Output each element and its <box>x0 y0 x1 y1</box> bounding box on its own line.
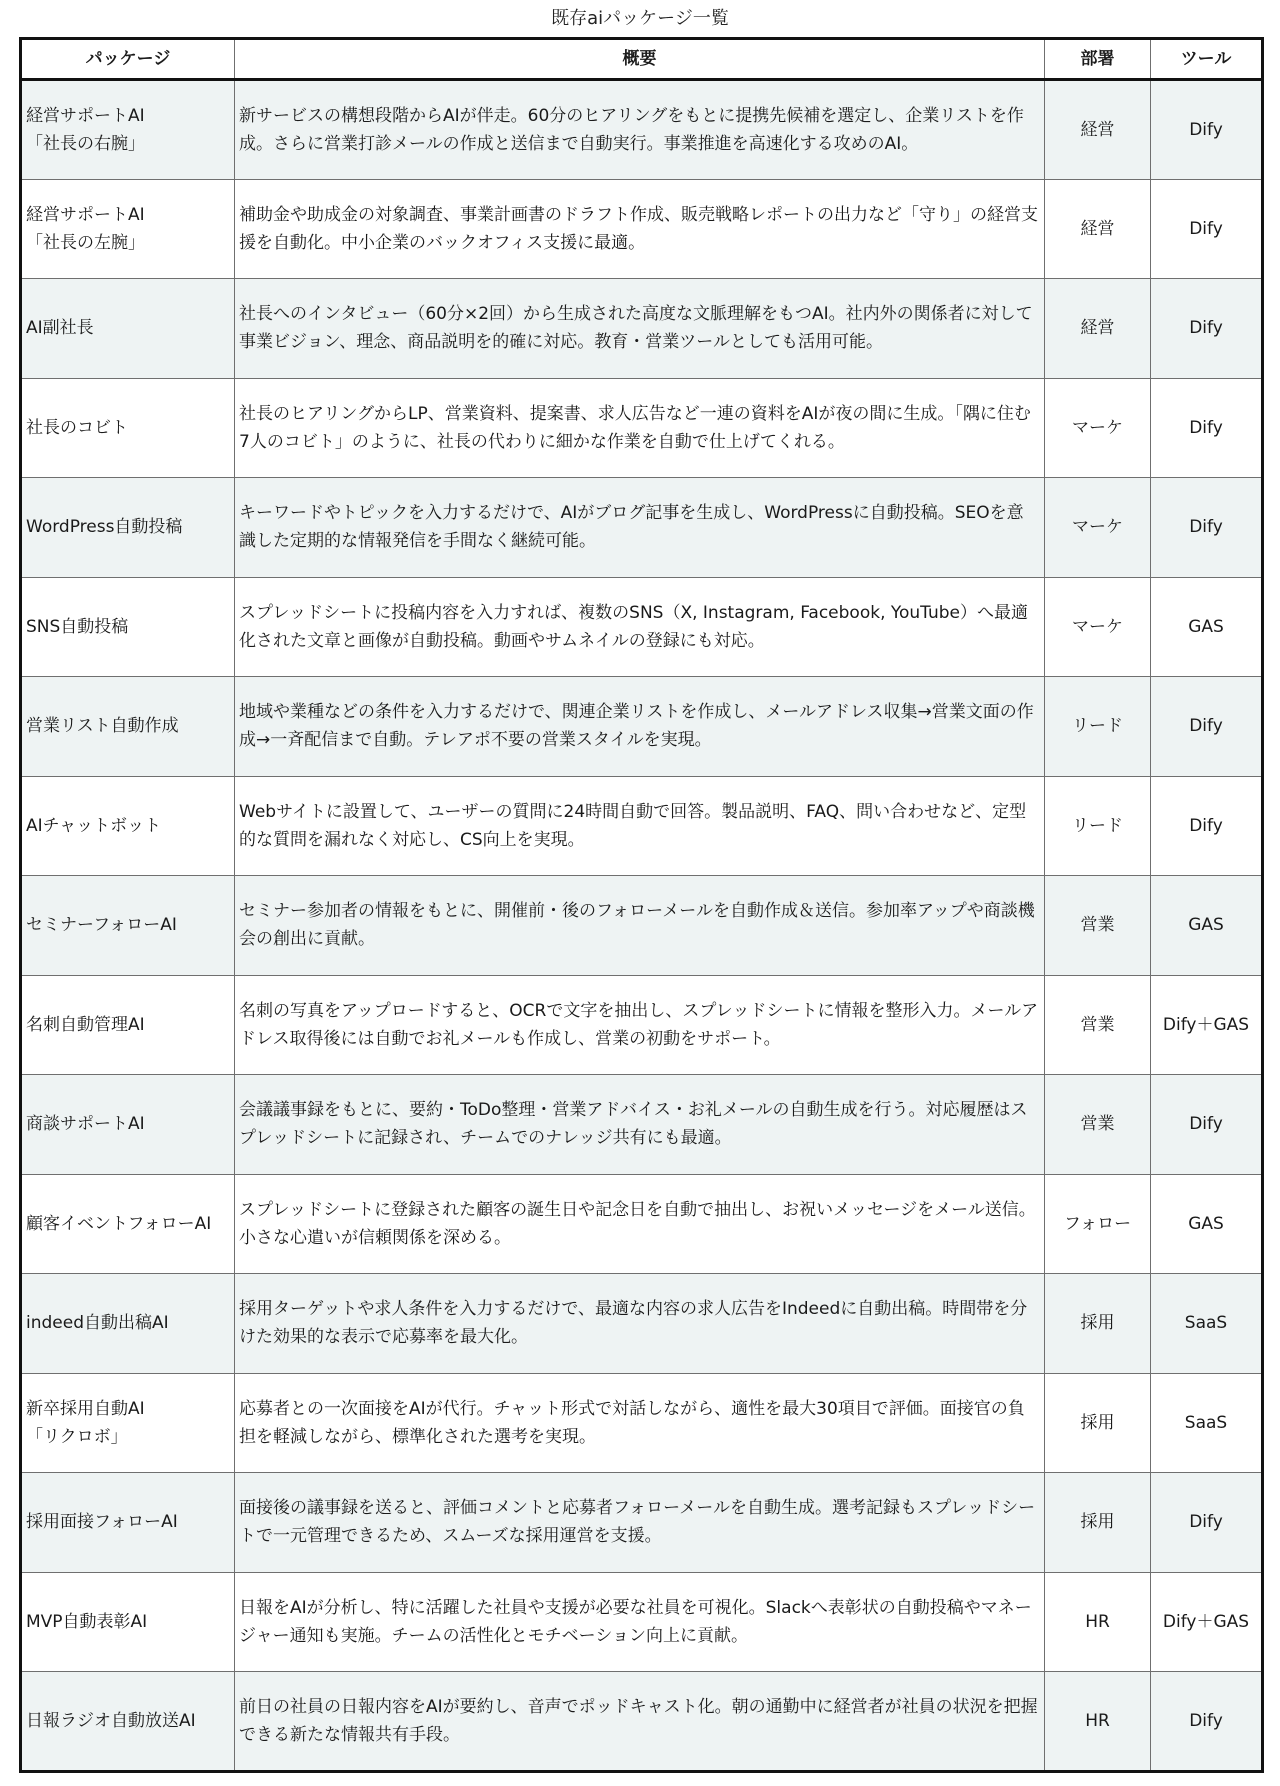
package-department: HR <box>1045 1672 1151 1772</box>
table-row <box>21 876 1263 976</box>
package-summary: 社長のヒアリングからLP、営業資料、提案書、求人広告など一連の資料をAIが夜の間に生成。「隅に住む7人のコビト」のように、社長の代わりに細かな作業を自動で仕上げてくれる。 <box>235 378 1045 478</box>
package-name: 商談サポートAI <box>21 1075 235 1175</box>
package-department: 経営 <box>1045 80 1151 180</box>
package-summary: 会議議事録をもとに、要約・ToDo整理・営業アドバイス・お礼メールの自動生成を行う。対応履歴はスプレッドシートに記録され、チームでのナレッジ共有にも最適。 <box>235 1075 1045 1175</box>
table-header <box>21 39 1263 80</box>
package-department: HR <box>1045 1572 1151 1672</box>
table-row <box>21 279 1263 379</box>
package-summary: Webサイトに設置して、ユーザーの質問に24時間自動で回答。製品説明、FAQ、問い合わせなど、定型的な質問を漏れなく対応し、CS向上を実現。 <box>235 776 1045 876</box>
table-row <box>21 80 1263 180</box>
package-tool: Dify <box>1151 1075 1263 1175</box>
package-summary: 日報をAIが分析し、特に活躍した社員や支援が必要な社員を可視化。Slackへ表彰状の自動投稿やマネージャー通知も実施。チームの活性化とモチベーション向上に貢献。 <box>235 1572 1045 1672</box>
package-summary: 前日の社員の日報内容をAIが要約し、音声でポッドキャスト化。朝の通勤中に経営者が社員の状況を把握できる新たな情報共有手段。 <box>235 1672 1045 1772</box>
package-name: AI副社長 <box>21 279 235 379</box>
package-department: マーケ <box>1045 378 1151 478</box>
package-department: リード <box>1045 776 1151 876</box>
package-name: 社長のコビト <box>21 378 235 478</box>
package-name: セミナーフォローAI <box>21 876 235 976</box>
package-department: 経営 <box>1045 279 1151 379</box>
package-department: マーケ <box>1045 577 1151 677</box>
package-department: リード <box>1045 677 1151 777</box>
package-summary: キーワードやトピックを入力するだけで、AIがブログ記事を生成し、WordPressに自動投稿。SEOを意識した定期的な情報発信を手間なく継続可能。 <box>235 478 1045 578</box>
table-row <box>21 1672 1263 1772</box>
package-department: マーケ <box>1045 478 1151 578</box>
package-tool: Dify <box>1151 478 1263 578</box>
package-tool: GAS <box>1151 1174 1263 1274</box>
table-row <box>21 677 1263 777</box>
package-department: 経営 <box>1045 179 1151 279</box>
package-name: AIチャットボット <box>21 776 235 876</box>
document-title: 既存aiパッケージ一覧 <box>551 8 729 29</box>
package-department: 採用 <box>1045 1274 1151 1374</box>
package-summary: 新サービスの構想段階からAIが伴走。60分のヒアリングをもとに提携先候補を選定し、企業リストを作成。さらに営業打診メールの作成と送信まで自動実行。事業推進を高速化する攻めのAI。 <box>235 80 1045 180</box>
package-summary: 面接後の議事録を送ると、評価コメントと応募者フォローメールを自動生成。選考記録もスプレッドシートで一元管理できるため、スムーズな採用運営を支援。 <box>235 1473 1045 1573</box>
package-tool: Dify <box>1151 279 1263 379</box>
table-row <box>21 1572 1263 1672</box>
table-row <box>21 478 1263 578</box>
package-tool: Dify <box>1151 677 1263 777</box>
package-tool: SaaS <box>1151 1373 1263 1473</box>
package-tool: Dify＋GAS <box>1151 1572 1263 1672</box>
package-department: フォロー <box>1045 1174 1151 1274</box>
package-summary: スプレッドシートに登録された顧客の誕生日や記念日を自動で抽出し、お祝いメッセージをメール送信。小さな心遣いが信頼関係を深める。 <box>235 1174 1045 1274</box>
table-row <box>21 975 1263 1075</box>
table-row <box>21 1274 1263 1374</box>
package-summary: スプレッドシートに投稿内容を入力すれば、複数のSNS（X, Instagram, Facebook, YouTube）へ最適化された文章と画像が自動投稿。動画やサムネイルの登録にも対応。 <box>235 577 1045 677</box>
package-tool: Dify <box>1151 776 1263 876</box>
package-department: 採用 <box>1045 1473 1151 1573</box>
header-department: 部署 <box>1045 39 1151 80</box>
package-department: 営業 <box>1045 876 1151 976</box>
package-name: SNS自動投稿 <box>21 577 235 677</box>
package-summary: 地域や業種などの条件を入力するだけで、関連企業リストを作成し、メールアドレス収集→営業文面の作成→一斉配信まで自動。テレアポ不要の営業スタイルを実現。 <box>235 677 1045 777</box>
package-tool: GAS <box>1151 876 1263 976</box>
table-row <box>21 776 1263 876</box>
package-name: WordPress自動投稿 <box>21 478 235 578</box>
package-summary: セミナー参加者の情報をもとに、開催前・後のフォローメールを自動作成＆送信。参加率アップや商談機会の創出に貢献。 <box>235 876 1045 976</box>
package-tool: Dify＋GAS <box>1151 975 1263 1075</box>
header-summary: 概要 <box>235 39 1045 80</box>
package-department: 営業 <box>1045 975 1151 1075</box>
package-tool: SaaS <box>1151 1274 1263 1374</box>
table-row <box>21 179 1263 279</box>
package-name: 経営サポートAI 「社長の右腕」 <box>21 80 235 180</box>
table-body <box>21 80 1263 1772</box>
header-row <box>21 39 1263 80</box>
package-department: 営業 <box>1045 1075 1151 1175</box>
package-name: 顧客イベントフォローAI <box>21 1174 235 1274</box>
package-tool: Dify <box>1151 378 1263 478</box>
table-row <box>21 577 1263 677</box>
package-summary: 名刺の写真をアップロードすると、OCRで文字を抽出し、スプレッドシートに情報を整形入力。メールアドレス取得後には自動でお礼メールも作成し、営業の初動をサポート。 <box>235 975 1045 1075</box>
header-tool: ツール <box>1151 39 1263 80</box>
package-tool: Dify <box>1151 80 1263 180</box>
package-tool: GAS <box>1151 577 1263 677</box>
package-table <box>19 37 1264 1773</box>
package-name: 名刺自動管理AI <box>21 975 235 1075</box>
package-department: 採用 <box>1045 1373 1151 1473</box>
package-summary: 応募者との一次面接をAIが代行。チャット形式で対話しながら、適性を最大30項目で評価。面接官の負担を軽減しながら、標準化された選考を実現。 <box>235 1373 1045 1473</box>
table-row <box>21 1075 1263 1175</box>
package-name: indeed自動出稿AI <box>21 1274 235 1374</box>
package-tool: Dify <box>1151 1672 1263 1772</box>
package-name: 採用面接フォローAI <box>21 1473 235 1573</box>
package-summary: 社長へのインタビュー（60分×2回）から生成された高度な文脈理解をもつAI。社内外の関係者に対して事業ビジョン、理念、商品説明を的確に対応。教育・営業ツールとしても活用可能。 <box>235 279 1045 379</box>
package-tool: Dify <box>1151 1473 1263 1573</box>
package-name: MVP自動表彰AI <box>21 1572 235 1672</box>
package-summary: 採用ターゲットや求人条件を入力するだけで、最適な内容の求人広告をIndeedに自動出稿。時間帯を分けた効果的な表示で応募率を最大化。 <box>235 1274 1045 1374</box>
package-name: 日報ラジオ自動放送AI <box>21 1672 235 1772</box>
package-name: 経営サポートAI 「社長の左腕」 <box>21 179 235 279</box>
table-row <box>21 1373 1263 1473</box>
package-tool: Dify <box>1151 179 1263 279</box>
header-package: パッケージ <box>21 39 235 80</box>
table-row <box>21 1174 1263 1274</box>
package-summary: 補助金や助成金の対象調査、事業計画書のドラフト作成、販売戦略レポートの出力など「守り」の経営支援を自動化。中小企業のバックオフィス支援に最適。 <box>235 179 1045 279</box>
package-name: 新卒採用自動AI 「リクロボ」 <box>21 1373 235 1473</box>
table-row <box>21 378 1263 478</box>
package-name: 営業リスト自動作成 <box>21 677 235 777</box>
table-row <box>21 1473 1263 1573</box>
